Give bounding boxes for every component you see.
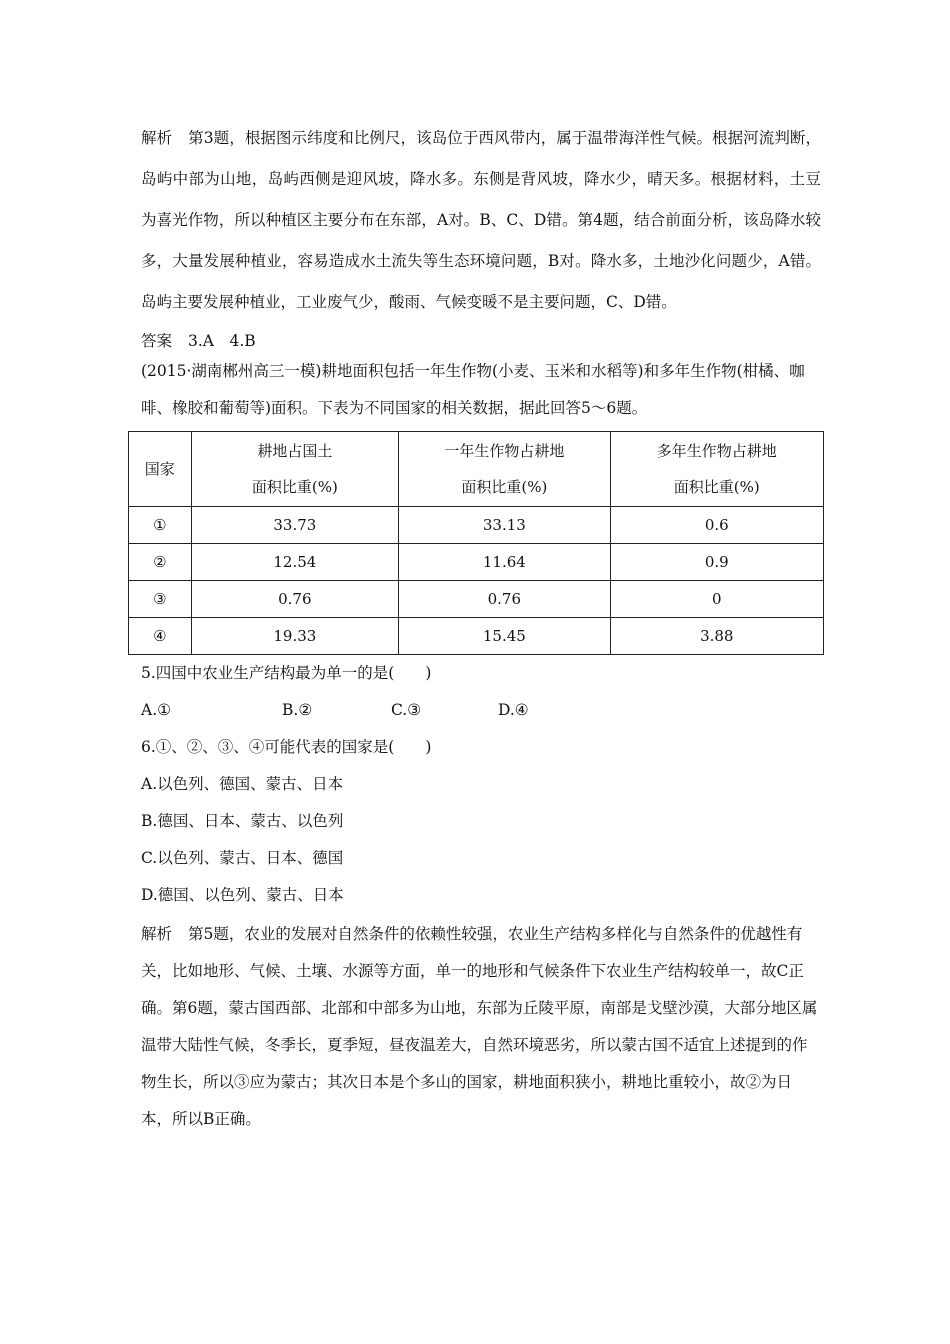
table-row [129,507,824,544]
table-row [129,544,824,581]
analysis-label: 解析 [141,129,173,147]
answer-line [141,329,821,353]
question-6-stem: 6.①、②、③、④可能代表的国家是( ) [141,738,432,756]
table-header-cell: 多年生作物占耕地 面积比重(%) [610,432,823,507]
table-cell: 11.64 [399,544,610,581]
table-row [129,581,824,618]
table-cell: ④ [129,618,192,655]
option-c: C.以色列、蒙古、日本、德国 [141,849,344,867]
question-5-stem: 5.四国中农业生产结构最为单一的是( ) [141,664,432,682]
table-cell: 19.33 [191,618,399,655]
analysis-paragraph-2 [141,916,821,1138]
option-c: C.③ [391,701,422,719]
option-a: A.以色列、德国、蒙古、日本 [141,775,344,793]
table-cell: ① [129,507,192,544]
option-a: A.① [141,701,172,719]
table-cell: ③ [129,581,192,618]
option-d: D.德国、以色列、蒙古、日本 [141,886,344,904]
table-row [129,618,824,655]
table-header-row [129,432,824,507]
table-cell: 0.76 [191,581,399,618]
analysis-paragraph-1 [141,118,821,323]
option-d: D.④ [498,701,529,719]
table-header-cell: 耕地占国土 面积比重(%) [191,432,399,507]
table-header-cell: 国家 [129,432,192,507]
table-cell: 12.54 [191,544,399,581]
table-header-cell: 一年生作物占耕地 面积比重(%) [399,432,610,507]
table-cell: 0.9 [610,544,823,581]
answer-text: 3.A 4.B [188,332,256,350]
table-cell: 0 [610,581,823,618]
table-cell: 0.76 [399,581,610,618]
option-b: B.德国、日本、蒙古、以色列 [141,812,344,830]
question-intro: (2015·湖南郴州高三一模)耕地面积包括一年生作物(小麦、玉米和水稻等)和多年生作物(柑橘、咖啡、橡胶和葡萄等)面积。下表为不同国家的相关数据，据此回答5～6题。 [141,362,805,417]
analysis-text: 第3题，根据图示纬度和比例尺，该岛位于西风带内，属于温带海洋性气候。根据河流判断，岛屿中部为山地，岛屿西侧是迎风坡，降水多。东侧是背风坡，降水少，晴天多。根据材料，土豆为喜光作物，所以种植区主要分布在东部，A对。B、C、D错。第4题，结合前面分析，该岛降水较多，大量发展种植业，容易造成水土流失等生态环境问题，B对。降水多，土地沙化问题少，A错。岛屿主要发展种植业，工业废气少，酸雨、气候变暖不是主要问题，C、D错。 [141,129,821,311]
table-cell: 33.73 [191,507,399,544]
data-table [128,431,824,655]
answer-label: 答案 [141,332,173,350]
option-b: B.② [282,701,313,719]
document-page [141,118,821,1138]
table-cell: ② [129,544,192,581]
table-cell: 3.88 [610,618,823,655]
analysis-text: 第5题，农业的发展对自然条件的依赖性较强，农业生产结构多样化与自然条件的优越性有关，比如地形、气候、土壤、水源等方面，单一的地形和气候条件下农业生产结构较单一，故C正确。第6题，蒙古国西部、北部和中部多为山地，东部为丘陵平原，南部是戈壁沙漠，大部分地区属温带大陆性气候，冬季长，夏季短，昼夜温差大，自然环境恶劣，所以蒙古国不适宜上述提到的作物生长，所以③应为蒙古；其次日本是个多山的国家，耕地面积狭小，耕地比重较小，故②为日本，所以B正确。 [141,925,818,1128]
table-cell: 15.45 [399,618,610,655]
question-5-options [141,692,821,729]
table-cell: 0.6 [610,507,823,544]
table-cell: 33.13 [399,507,610,544]
analysis-label: 解析 [141,925,173,943]
